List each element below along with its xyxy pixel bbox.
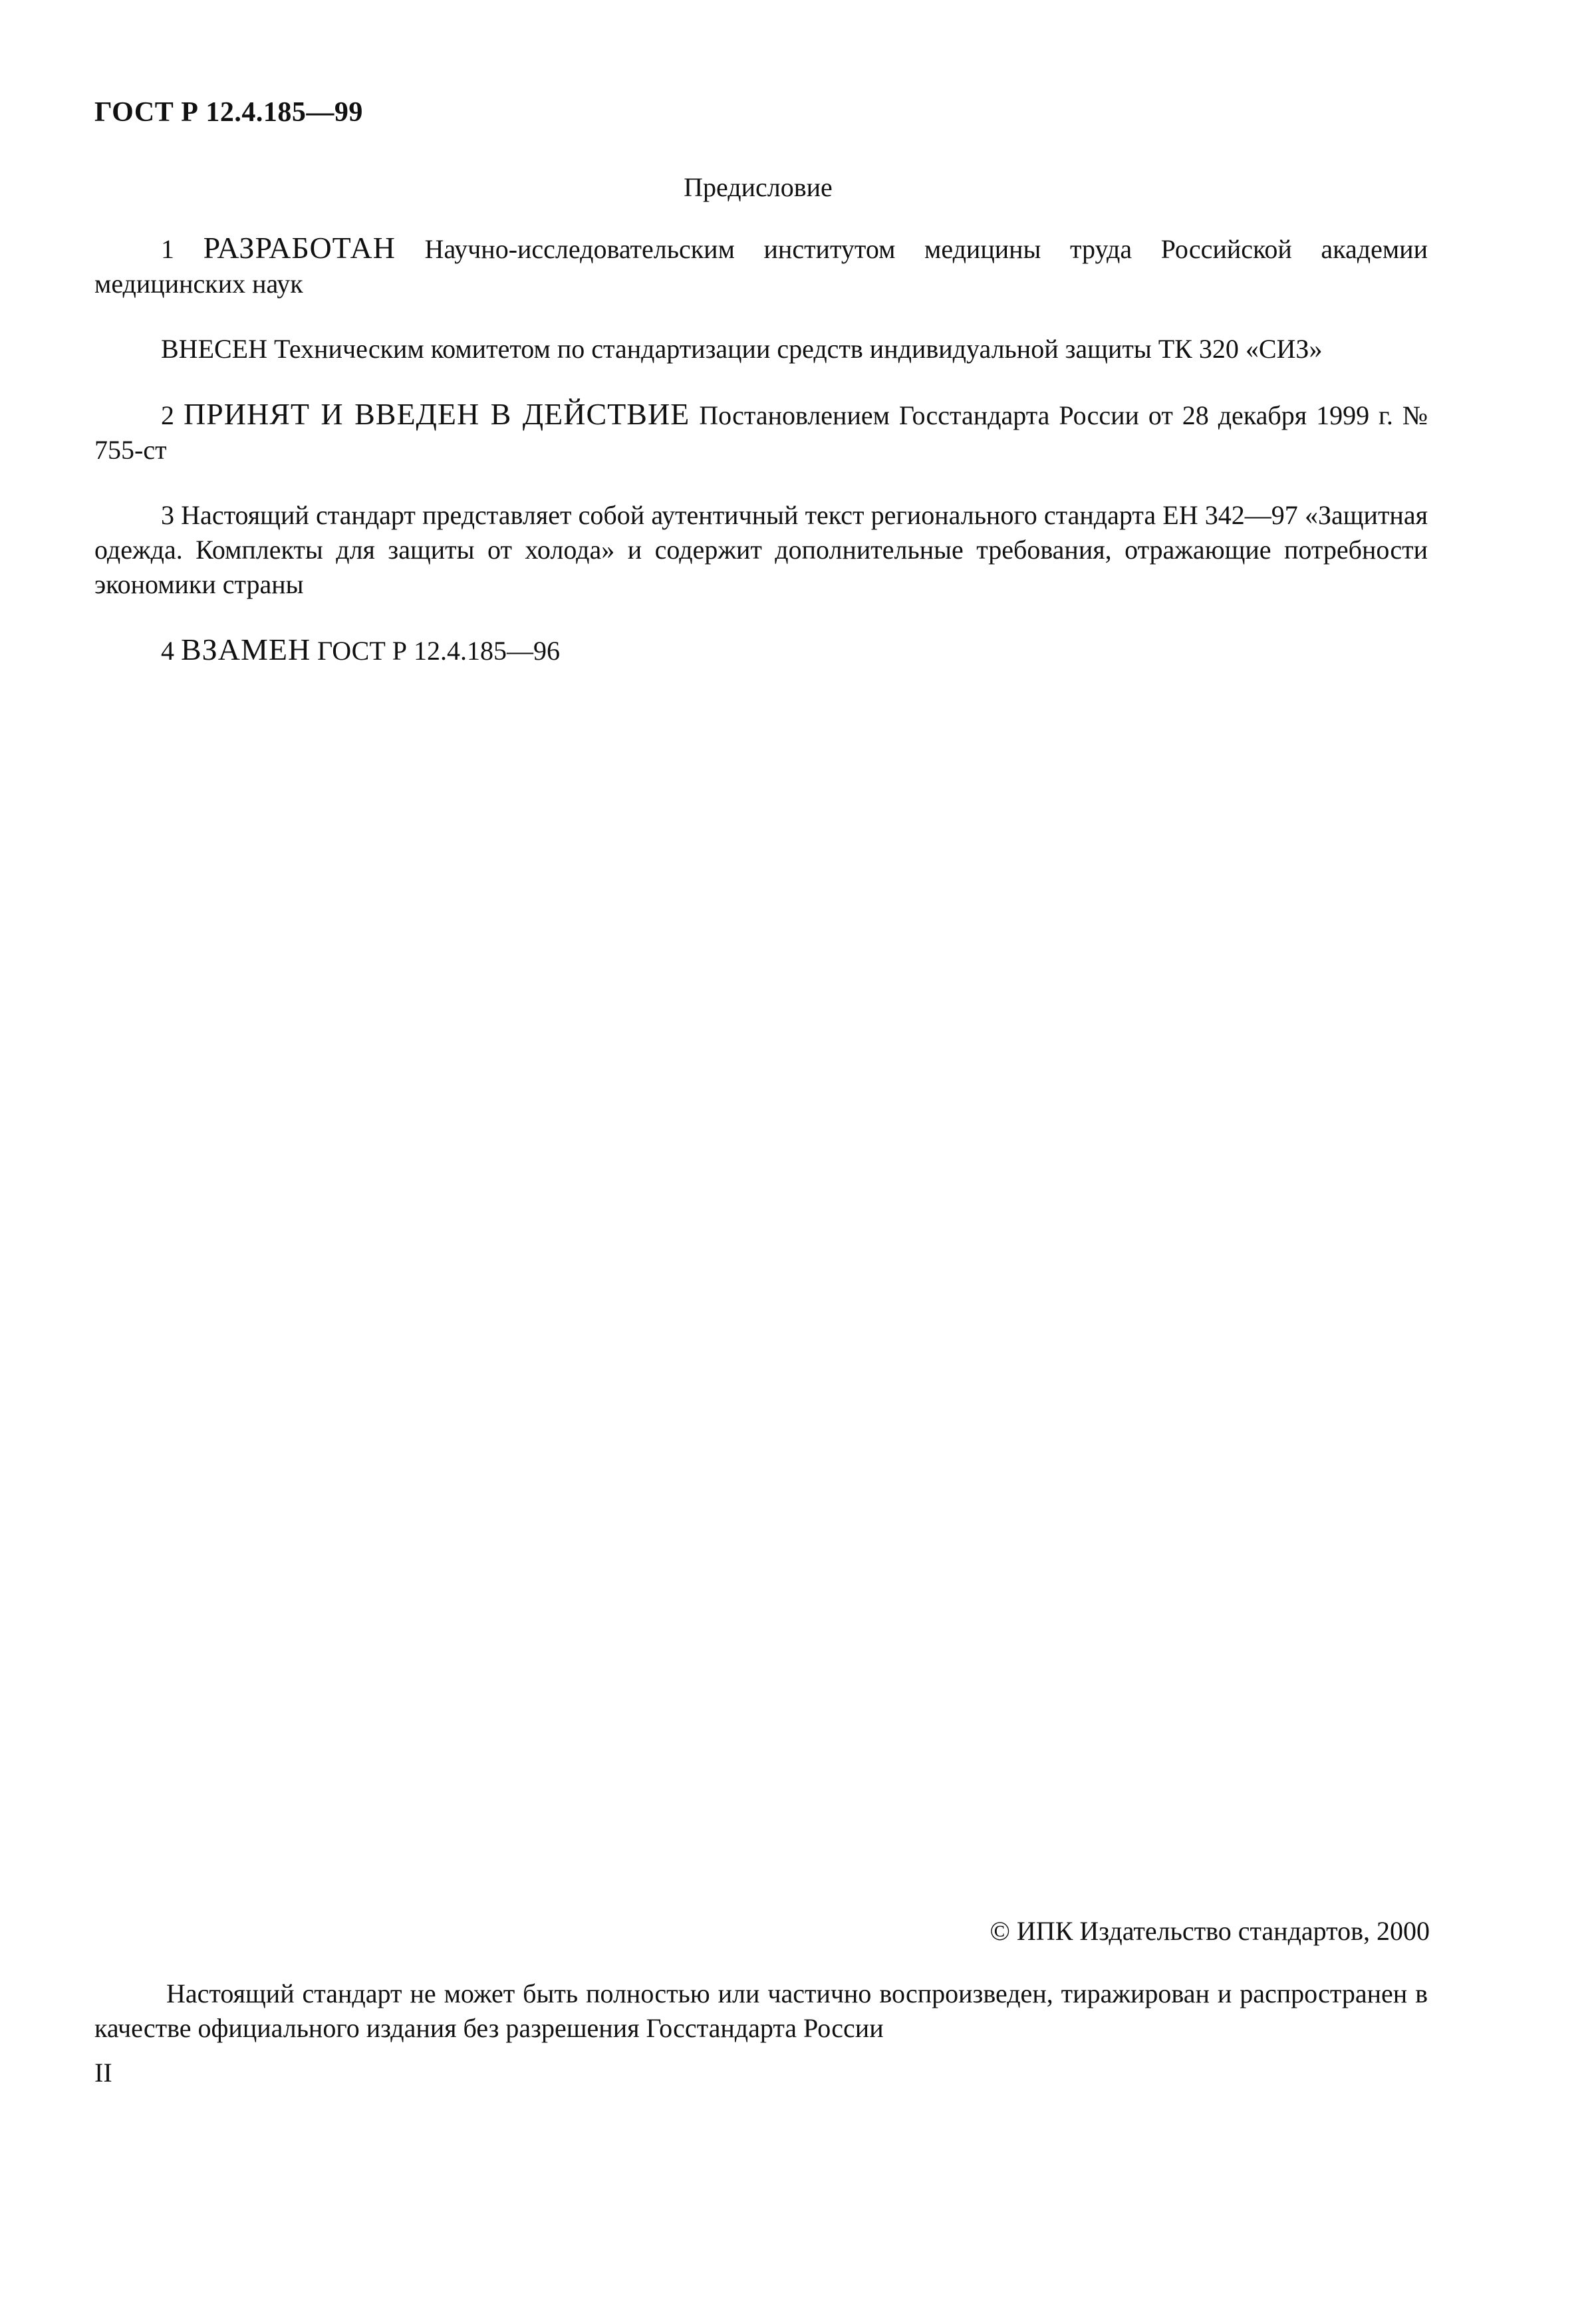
foreword-title: Предисловие xyxy=(684,172,833,202)
foreword-item-developed xyxy=(94,231,1428,301)
foreword-body xyxy=(94,231,1428,699)
item-number: 1 xyxy=(161,234,203,264)
foreword-item-authentic-text xyxy=(94,498,1428,602)
item-text: Постановлением Госстандарта России от 28 декабря 1999 г. № 755-ст xyxy=(94,400,1428,465)
foreword-item-adopted xyxy=(94,397,1428,468)
item-keyword: ПРИНЯТ И ВВЕДЕН В ДЕЙСТВИЕ xyxy=(183,397,690,431)
copyright-line: © ИПК Издательство стандартов, 2000 xyxy=(990,1916,1430,1946)
item-number: 4 xyxy=(161,636,181,666)
item-number: 2 xyxy=(161,400,184,430)
item-text: 3 Настоящий стандарт представляет собой аутентичный текст регионального стандарта ЕН 342—97 «Защитная одежда. Комплекты для защиты от холода» и содержит дополнительные требования, отражающие потребности экономики страны xyxy=(94,500,1428,599)
item-keyword: ВЗАМЕН xyxy=(181,632,311,666)
foreword-item-replaces xyxy=(94,632,1428,668)
reproduction-notice: Настоящий стандарт не может быть полностью или частично воспроизведен, тиражирован и распространен в качестве официального издания без разрешения Госстандарта России xyxy=(94,1979,1428,2043)
item-keyword: РАЗРАБОТАН xyxy=(203,231,396,265)
foreword-item-introduced xyxy=(94,332,1428,366)
item-text: Техническим комитетом по стандартизации средств индивидуальной защиты ТК 320 «СИЗ» xyxy=(267,334,1323,364)
page-number: II xyxy=(94,2058,112,2088)
item-text: Научно-исследовательским институтом медицины труда Российской академии медицинских наук xyxy=(94,234,1428,299)
document-code-header: ГОСТ Р 12.4.185—99 xyxy=(94,97,363,128)
item-text: ГОСТ Р 12.4.185—96 xyxy=(311,636,561,666)
item-keyword: ВНЕСЕН xyxy=(161,334,267,364)
